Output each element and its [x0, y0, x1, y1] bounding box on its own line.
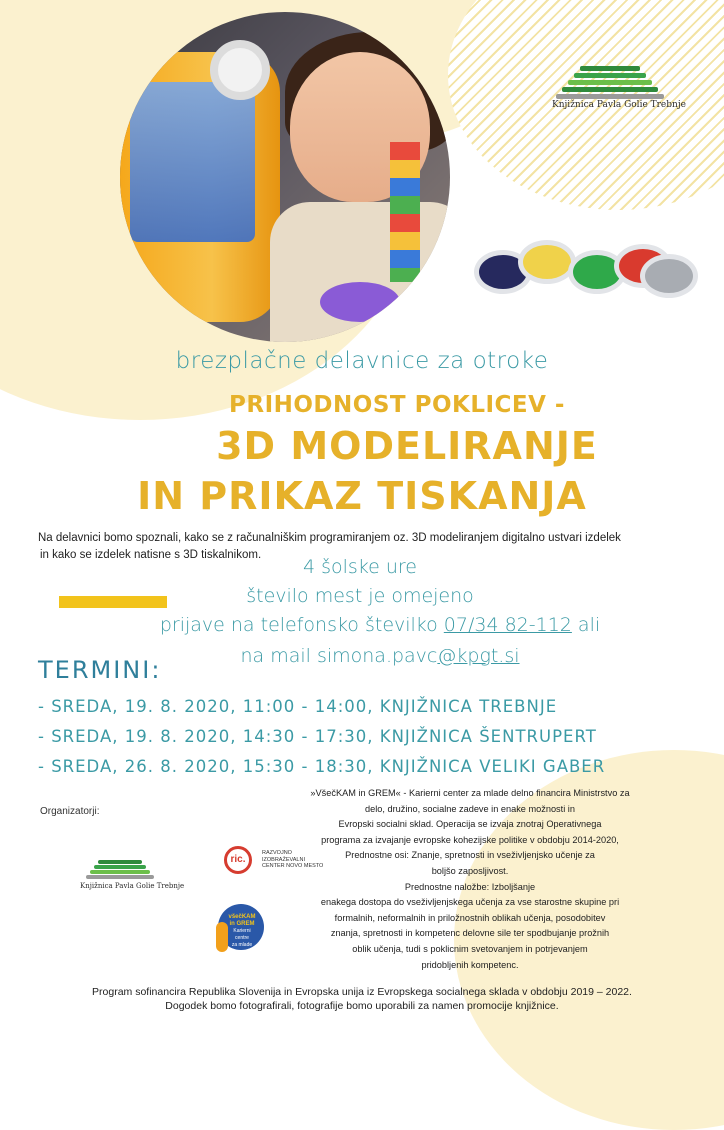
- printer-spool-shape: [210, 40, 270, 100]
- footer-photo-note: Dogodek bomo fotografirali, fotografije bomo uporabili za namen promocije knjižnice.: [165, 1000, 559, 1012]
- child-3d-printer-photo: [120, 12, 450, 342]
- mail-link[interactable]: @kpgt.si: [437, 645, 520, 667]
- funding-line: programa za izvajanje evropske kohezijske politike v obdobju 2014-2020,: [321, 834, 619, 845]
- schedule-item: - SREDA, 26. 8. 2020, 15:30 - 18:30, KNJIŽNICA VELIKI GABER: [38, 757, 606, 776]
- kam-text-line: Karierni: [233, 928, 251, 934]
- printed-hand-shape: [320, 282, 400, 322]
- description-line-1: Na delavnici bomo spoznali, kako se z računalniškim programiranjem oz. 3D modeliranjem digitalno ustvari izdelek: [38, 532, 621, 544]
- filament-spools-image: [474, 236, 698, 296]
- phone-link[interactable]: 07/34 82-112: [443, 614, 572, 636]
- library-logo: [550, 62, 690, 122]
- library-logo-text: Knjižnica Pavla Golie Trebnje: [552, 100, 686, 110]
- printer-window-shape: [130, 82, 255, 242]
- limited-seats-info: število mest je omejeno: [246, 585, 474, 607]
- schedule-heading: TERMINI:: [38, 656, 162, 684]
- phone-info: [100, 614, 660, 636]
- ric-text-line: CENTER NOVO MESTO: [262, 863, 324, 869]
- phone-prefix: prijave na telefonsko številko: [159, 614, 444, 636]
- kam-logo: [218, 904, 264, 950]
- library-logo-small-text: Knjižnica Pavla Golie Trebnje: [80, 882, 185, 890]
- funding-line: enakega dostopa do vseživljenjskega učenja za vse starostne skupine pri: [320, 897, 620, 908]
- funding-line: Evropski socialni sklad. Operacija se izvaja znotraj Operativnega: [338, 819, 602, 830]
- schedule-item: - SREDA, 19. 8. 2020, 11:00 - 14:00, KNJIŽNICA TREBNJE: [38, 697, 558, 716]
- phone-suffix: ali: [571, 614, 601, 636]
- funding-line: pridobljenih kompetenc.: [421, 959, 519, 970]
- library-logo-small: [76, 856, 186, 906]
- spool-grey: [640, 254, 698, 298]
- funding-line: Prednostne osi: Znanje, spretnosti in vseživljenjsko učenje za: [345, 850, 595, 861]
- hours-info: 4 šolske ure: [302, 556, 417, 578]
- kam-text-line: za mlade: [231, 942, 253, 948]
- mail-prefix: na mail simona.pavc: [240, 645, 438, 667]
- funding-line: boljšo zaposljivost.: [431, 865, 509, 876]
- ric-text-line: IZOBRAŽEVALNI: [262, 856, 305, 863]
- schedule-item: - SREDA, 19. 8. 2020, 14:30 - 17:30, KNJIŽNICA ŠENTRUPERT: [38, 727, 597, 746]
- subtitle: brezplačne delavnice za otroke: [175, 348, 549, 374]
- funding-line: »VšečKAM in GREM« - Karierni center za mlade delno financira Ministrstvo za: [310, 788, 630, 798]
- kam-text-line: centre: [235, 935, 249, 941]
- funding-line: Prednostne naložbe: Izboljšanje: [404, 881, 536, 892]
- funding-line: delo, družino, socialne zadeve in enake možnosti in: [365, 803, 575, 814]
- title-line-1: PRIHODNOST POKLICEV -: [229, 392, 565, 418]
- footer-funding-note: Program sofinancira Republika Slovenija in Evropska unija iz Evropskega socialnega sklada v obdobju 2019 – 2022.: [92, 986, 632, 998]
- funding-line: oblik učenja, tudi s poklicnim svetovanjem in potrjevanjem: [352, 943, 588, 954]
- ric-text-line: RAZVOJNO: [262, 850, 292, 856]
- funding-text: [300, 786, 640, 973]
- block-tower-shape: [390, 142, 420, 282]
- organizers-label: Organizatorji:: [40, 806, 100, 817]
- title-line-2: 3D MODELIRANJE: [216, 424, 598, 468]
- mail-info: [100, 645, 660, 667]
- ric-logo-mark: ric.: [224, 846, 252, 874]
- kam-text-line: všečKAM: [228, 914, 256, 920]
- kam-logo-text: [222, 914, 262, 949]
- funding-line: znanja, spretnosti in kompetenc delovne sile ter spodbujanje prožnih: [330, 928, 610, 939]
- kam-text-line: in GREM: [229, 921, 255, 927]
- spool-yellow: [518, 240, 576, 284]
- title-line-3: IN PRIKAZ TISKANJA: [137, 474, 587, 518]
- funding-line: formalnih, neformalnih in priložnostnih oblikah učenja, posodobitev: [334, 912, 606, 923]
- description-line-2: in kako se izdelek natisne s 3D tiskalnikom.: [40, 549, 262, 561]
